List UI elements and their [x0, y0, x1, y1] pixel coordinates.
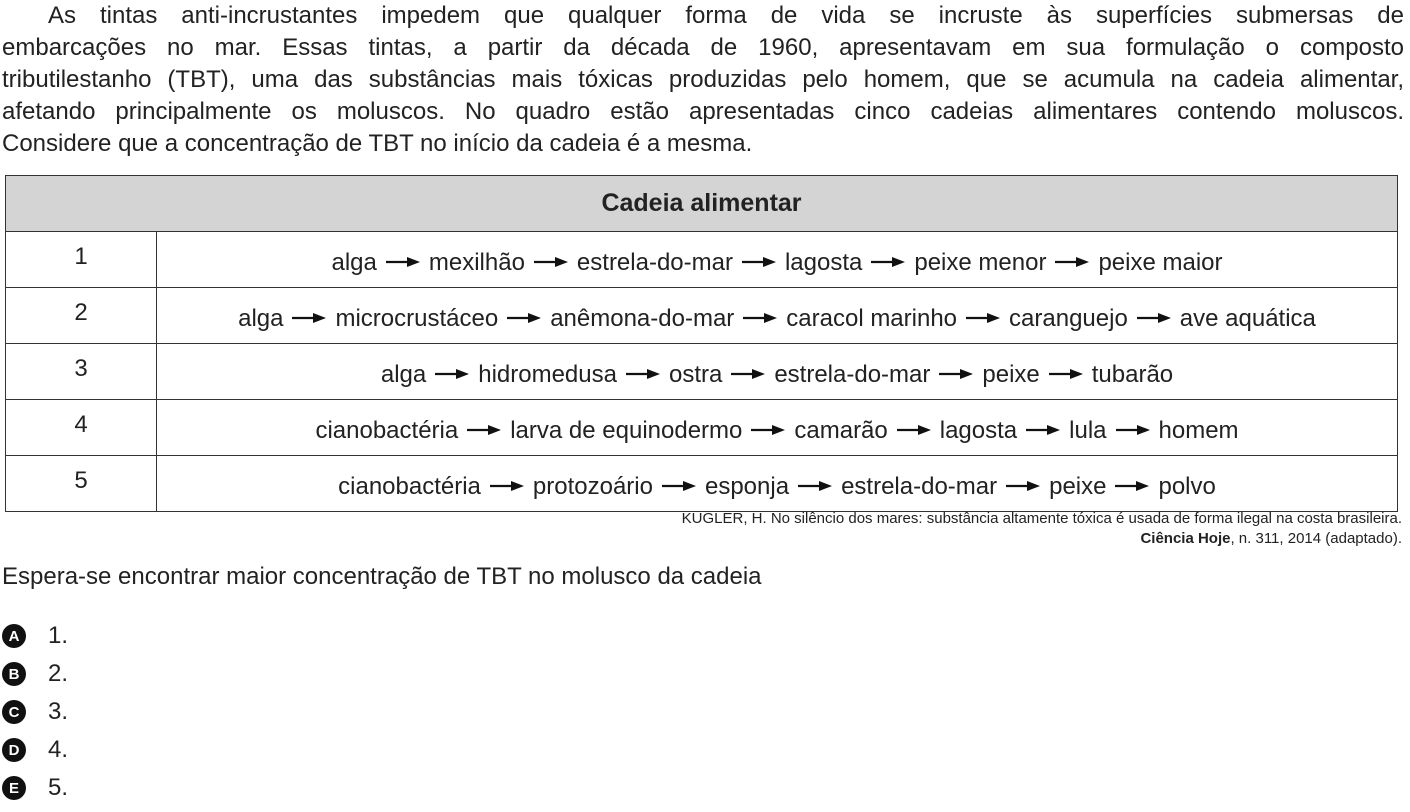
option-a[interactable] — [2, 617, 68, 655]
option-b[interactable] — [2, 655, 68, 693]
arrow-right-icon — [386, 247, 420, 275]
arrow-right-icon — [731, 359, 765, 387]
arrow-right-icon — [743, 303, 777, 331]
arrow-right-icon — [534, 247, 568, 275]
organism: cianobactéria — [315, 416, 459, 444]
arrow-right-icon — [1115, 471, 1149, 499]
arrow-right-icon — [798, 471, 832, 499]
question-stem: Espera-se encontrar maior concentração de TBT no molusco da cadeia — [2, 563, 762, 590]
option-c[interactable] — [2, 693, 68, 731]
intro-line: As tintas anti-incrustantes impedem que qualquer forma de vida se incruste às superfícies submersas de — [48, 2, 1404, 29]
organism: cianobactéria — [338, 472, 481, 500]
arrow-right-icon — [939, 359, 973, 387]
table-row — [6, 288, 1398, 344]
organism: estrela-do-mar — [841, 472, 998, 500]
intro-line: Considere que a concentração de TBT no início da cadeia é a mesma. — [2, 130, 753, 157]
food-chain — [157, 344, 1398, 400]
food-chain — [157, 232, 1398, 288]
chain-number: 5 — [6, 456, 157, 512]
organism: estrela-do-mar — [774, 360, 931, 388]
arrow-right-icon — [1055, 247, 1089, 275]
organism: ave aquática — [1179, 304, 1316, 332]
arrow-right-icon — [435, 359, 469, 387]
organism: peixe — [982, 360, 1040, 388]
intro-line: afetando principalmente os moluscos. No quadro estão apresentadas cinco cadeias alimentares contendo moluscos. — [2, 98, 1404, 125]
arrow-right-icon — [871, 247, 905, 275]
organism: alga — [331, 248, 377, 276]
arrow-right-icon — [490, 471, 524, 499]
option-letter-badge: B — [2, 662, 26, 686]
option-letter-badge: D — [2, 738, 26, 762]
organism: tubarão — [1091, 360, 1174, 388]
chain-number: 1 — [6, 232, 157, 288]
organism: estrela-do-mar — [576, 248, 733, 276]
organism: mexilhão — [428, 248, 525, 276]
source-line-1: KUGLER, H. No silêncio dos mares: substância altamente tóxica é usada de forma ilegal na costa brasileira. — [681, 510, 1402, 527]
arrow-right-icon — [1137, 303, 1171, 331]
table-row — [6, 232, 1398, 288]
organism: peixe menor — [914, 248, 1047, 276]
intro-line: tributilestanho (TBT), uma das substâncias mais tóxicas produzidas pelo homem, que se acumula na cadeia alimentar, — [2, 66, 1404, 93]
organism: esponja — [704, 472, 790, 500]
organism: microcrustáceo — [335, 304, 499, 332]
organism: hidromedusa — [478, 360, 617, 388]
option-text: 1. — [48, 622, 69, 649]
organism: caranguejo — [1009, 304, 1128, 332]
organism: alga — [238, 304, 284, 332]
organism: polvo — [1158, 472, 1216, 500]
arrow-right-icon — [1026, 415, 1060, 443]
journal-name: Ciência Hoje — [1140, 530, 1231, 547]
arrow-right-icon — [507, 303, 541, 331]
option-text: 5. — [48, 774, 69, 801]
option-text: 3. — [48, 698, 69, 725]
organism: anêmona-do-mar — [550, 304, 735, 332]
food-chain — [157, 288, 1398, 344]
option-text: 4. — [48, 736, 69, 763]
organism: protozoário — [532, 472, 653, 500]
organism: ostra — [668, 360, 723, 388]
source-line-2: Ciência Hoje, n. 311, 2014 (adaptado). — [1140, 530, 1402, 547]
organism: lula — [1069, 416, 1107, 444]
food-chain-table — [5, 175, 1398, 512]
intro-paragraph — [2, 0, 1404, 160]
organism: alga — [380, 360, 427, 388]
arrow-right-icon — [292, 303, 326, 331]
arrow-right-icon — [467, 415, 501, 443]
chain-number: 2 — [6, 288, 157, 344]
organism: homem — [1158, 416, 1239, 444]
answer-options — [2, 617, 68, 807]
arrow-right-icon — [1116, 415, 1150, 443]
arrow-right-icon — [897, 415, 931, 443]
option-letter-badge: A — [2, 624, 26, 648]
option-e[interactable] — [2, 769, 68, 807]
arrow-right-icon — [1006, 471, 1040, 499]
organism: larva de equinodermo — [510, 416, 743, 444]
option-letter-badge: C — [2, 700, 26, 724]
chain-number: 4 — [6, 400, 157, 456]
arrow-right-icon — [742, 247, 776, 275]
intro-line: embarcações no mar. Essas tintas, a partir da década de 1960, apresentavam em sua formulação o composto — [2, 34, 1404, 61]
organism: peixe — [1049, 472, 1107, 500]
option-text: 2. — [48, 660, 69, 687]
chain-number: 3 — [6, 344, 157, 400]
arrow-right-icon — [751, 415, 785, 443]
arrow-right-icon — [966, 303, 1000, 331]
food-chain — [157, 456, 1398, 512]
table-row — [6, 344, 1398, 400]
organism: caracol marinho — [786, 304, 958, 332]
source-citation — [682, 509, 1402, 549]
table-row — [6, 400, 1398, 456]
arrow-right-icon — [1049, 359, 1083, 387]
option-d[interactable] — [2, 731, 68, 769]
organism: camarão — [794, 416, 888, 444]
food-chain — [157, 400, 1398, 456]
option-letter-badge: E — [2, 776, 26, 800]
organism: lagosta — [939, 416, 1018, 444]
table-row — [6, 456, 1398, 512]
organism: peixe maior — [1098, 248, 1223, 276]
arrow-right-icon — [662, 471, 696, 499]
organism: lagosta — [784, 248, 863, 276]
table-header: Cadeia alimentar — [6, 176, 1398, 232]
arrow-right-icon — [626, 359, 660, 387]
